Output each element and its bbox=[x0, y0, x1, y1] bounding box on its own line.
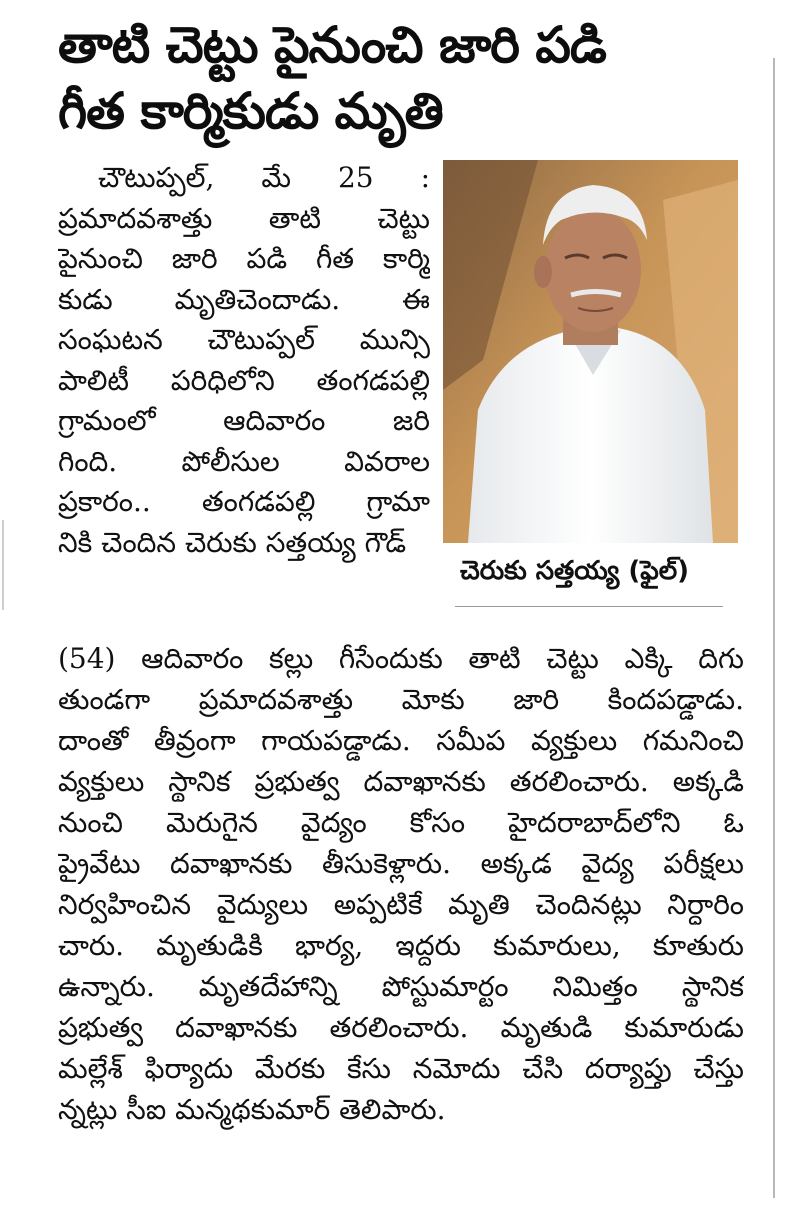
body-line: తుండగా ప్రమాదవశాత్తు మోకు జారి కిందపడ్డాడు. bbox=[58, 683, 744, 716]
body-line: దాంతో తీవ్రంగా గాయపడ్డాడు. సమీప వ్యక్తులు గమనించి bbox=[58, 724, 744, 757]
column-divider bbox=[773, 58, 775, 1198]
body-line: వ్యక్తులు స్థానిక ప్రభుత్వ దవాఖానకు తరలించారు. అక్కడి bbox=[58, 765, 744, 798]
body-line: పాలిటీ పరిధిలోని తంగడపల్లి bbox=[58, 363, 430, 397]
body-line: నిర్వహించిన వైద్యులు అప్పటికే మృతి చెందినట్లు నిర్ధారిం bbox=[58, 888, 744, 921]
body-line: ప్రభుత్వ దవాఖానకు తరలించారు. మృతుడి కుమారుడు bbox=[58, 1011, 744, 1044]
photo-caption: చెరుకు సత్తయ్య (ఫైల్) bbox=[460, 556, 690, 586]
body-line: చారు. మృతుడికి భార్య, ఇద్దరు కుమారులు, కూతురు bbox=[58, 929, 744, 962]
headline-line-1: తాటి చెట్టు పైనుంచి జారి పడి bbox=[58, 16, 606, 74]
body-line: ప్రకారం.. తంగడపల్లి గ్రామా bbox=[58, 485, 430, 518]
body-line: నుంచి మెరుగైన వైద్యం కోసం హైదరాబాద్‌లోని ఓ bbox=[58, 806, 744, 839]
body-line: గింది. పోలీసుల వివరాల bbox=[58, 444, 430, 478]
body-line: చౌటుప్పల్, మే 25 : bbox=[98, 161, 430, 194]
body-line: కుడు మృతిచెందాడు. ఈ bbox=[58, 282, 430, 316]
left-margin-mark bbox=[2, 520, 4, 610]
body-line: మల్లేశ్ ఫిర్యాదు మేరకు కేసు నమోదు చేసి దర్యాప్తు చేస్తు bbox=[58, 1052, 744, 1085]
headline-line-2: గీత కార్మికుడు మృతి bbox=[58, 82, 443, 140]
article-photo bbox=[443, 160, 738, 543]
body-line: గ్రామంలో ఆదివారం జరి bbox=[58, 404, 430, 437]
article-headline bbox=[58, 12, 758, 144]
body-line: పైనుంచి జారి పడి గీత కార్మి bbox=[58, 242, 430, 275]
body-line: ఉన్నారు. మృతదేహాన్ని పోస్టుమార్టం నిమిత్తం స్థానిక bbox=[58, 970, 744, 1003]
body-line: నికి చెందిన చెరుకు సత్తయ్య గౌడ్ bbox=[58, 525, 407, 559]
body-line: (54) ఆదివారం కల్లు గీసేందుకు తాటి చెట్టు ఎక్కి దిగు bbox=[58, 642, 744, 675]
body-line: ప్రైవేటు దవాఖానకు తీసుకెళ్లారు. అక్కడ వైద్య పరీక్షలు bbox=[58, 847, 744, 880]
article-body-wide bbox=[58, 638, 744, 1130]
article-body-narrow bbox=[58, 158, 430, 563]
body-line: ప్రమాదవశాత్తు తాటి చెట్టు bbox=[58, 201, 430, 235]
person-photo-illustration bbox=[443, 160, 738, 543]
body-line: సంఘటన చౌటుప్పల్ మున్సి bbox=[58, 323, 430, 356]
body-line: న్నట్లు సీఐ మన్మథకుమార్ తెలిపారు. bbox=[58, 1093, 446, 1126]
caption-divider bbox=[455, 606, 723, 607]
